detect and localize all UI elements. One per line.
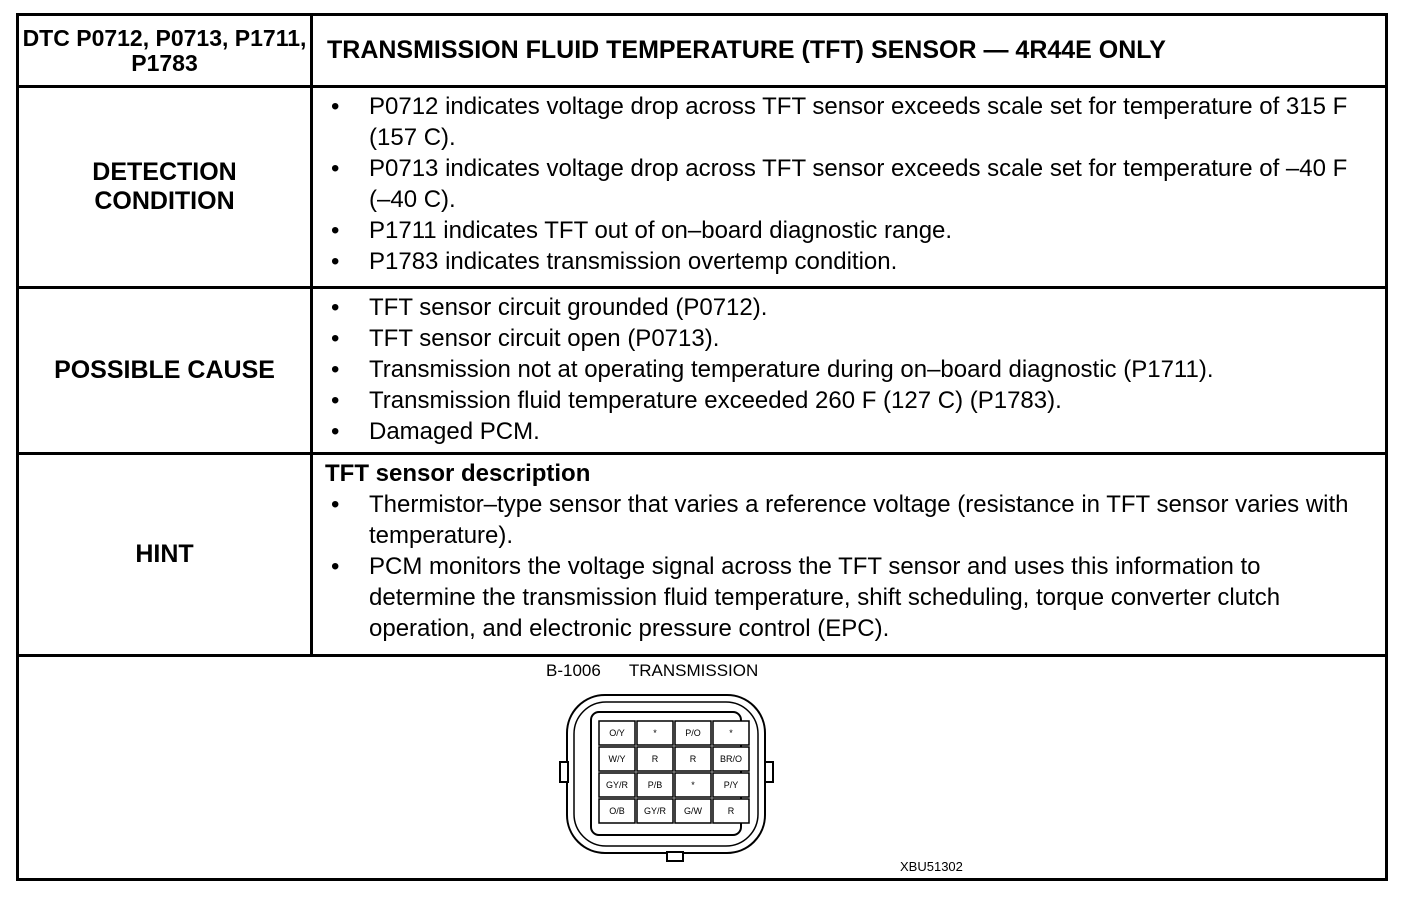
cause-list: [325, 292, 1369, 447]
connector-diagram: [559, 691, 785, 871]
detection-list: [325, 91, 1369, 277]
pin-label: P/Y: [723, 780, 739, 790]
list-item: • P0713 indicates voltage drop across TFT sensor exceeds scale set for temperature of –40 F (–40 C).: [325, 153, 1369, 215]
list-item: • P0712 indicates voltage drop across TFT sensor exceeds scale set for temperature of 315 F (157 C).: [325, 91, 1369, 153]
connector-name: TRANSMISSION: [628, 661, 759, 680]
list-item: • PCM monitors the voltage signal across the TFT sensor and uses this information to determine the transmission fluid temperature, shift scheduling, torque converter clutch operation, and electronic pressure control (EPC).: [325, 551, 1369, 644]
list-item: • TFT sensor circuit open (P0713).: [325, 323, 1369, 354]
cause-label: POSSIBLE CAUSE: [19, 289, 313, 452]
pin-label: R: [727, 806, 735, 816]
list-item: • TFT sensor circuit grounded (P0712).: [325, 292, 1369, 323]
hint-row: [19, 455, 1385, 657]
pin-label: O/B: [609, 806, 625, 816]
figure-code: XBU51302: [900, 859, 963, 874]
list-item: • P1783 indicates transmission overtemp condition.: [325, 246, 1369, 277]
pin-label: *: [653, 728, 657, 738]
hint-label: HINT: [19, 455, 313, 654]
pin-label: BR/O: [719, 754, 743, 764]
pin-label: R: [651, 754, 659, 764]
pin-label: P/B: [647, 780, 663, 790]
connector-id: B-1006: [546, 661, 601, 680]
table-title: TRANSMISSION FLUID TEMPERATURE (TFT) SENSOR — 4R44E ONLY: [327, 36, 1166, 64]
pin-label: P/O: [685, 728, 701, 738]
pin-label: GY/R: [605, 780, 629, 790]
detection-row: [19, 88, 1385, 289]
connector-figure: [19, 657, 1385, 878]
pin-label: GY/R: [643, 806, 667, 816]
list-item: • Damaged PCM.: [325, 416, 1369, 447]
pin-label: *: [691, 780, 695, 790]
pin-label: O/Y: [609, 728, 625, 738]
cause-row: [19, 289, 1385, 455]
figure-caption: [546, 661, 758, 681]
dtc-label: DTC P0712, P0713, P1711, P1783: [19, 16, 313, 85]
dtc-table: [16, 13, 1388, 881]
list-item: • P1711 indicates TFT out of on–board diagnostic range.: [325, 215, 1369, 246]
pin-label: R: [689, 754, 697, 764]
hint-list: [325, 489, 1369, 644]
pin-label: G/W: [684, 806, 702, 816]
detection-label: DETECTION CONDITION: [19, 88, 313, 286]
hint-title: TFT sensor description: [325, 460, 591, 487]
list-item: • Transmission not at operating temperature during on–board diagnostic (P1711).: [325, 354, 1369, 385]
pin-label: *: [729, 728, 733, 738]
list-item: • Thermistor–type sensor that varies a reference voltage (resistance in TFT sensor varies with temperature).: [325, 489, 1369, 551]
list-item: • Transmission fluid temperature exceeded 260 F (127 C) (P1783).: [325, 385, 1369, 416]
pin-label: W/Y: [608, 754, 626, 764]
header-row: [19, 16, 1385, 88]
